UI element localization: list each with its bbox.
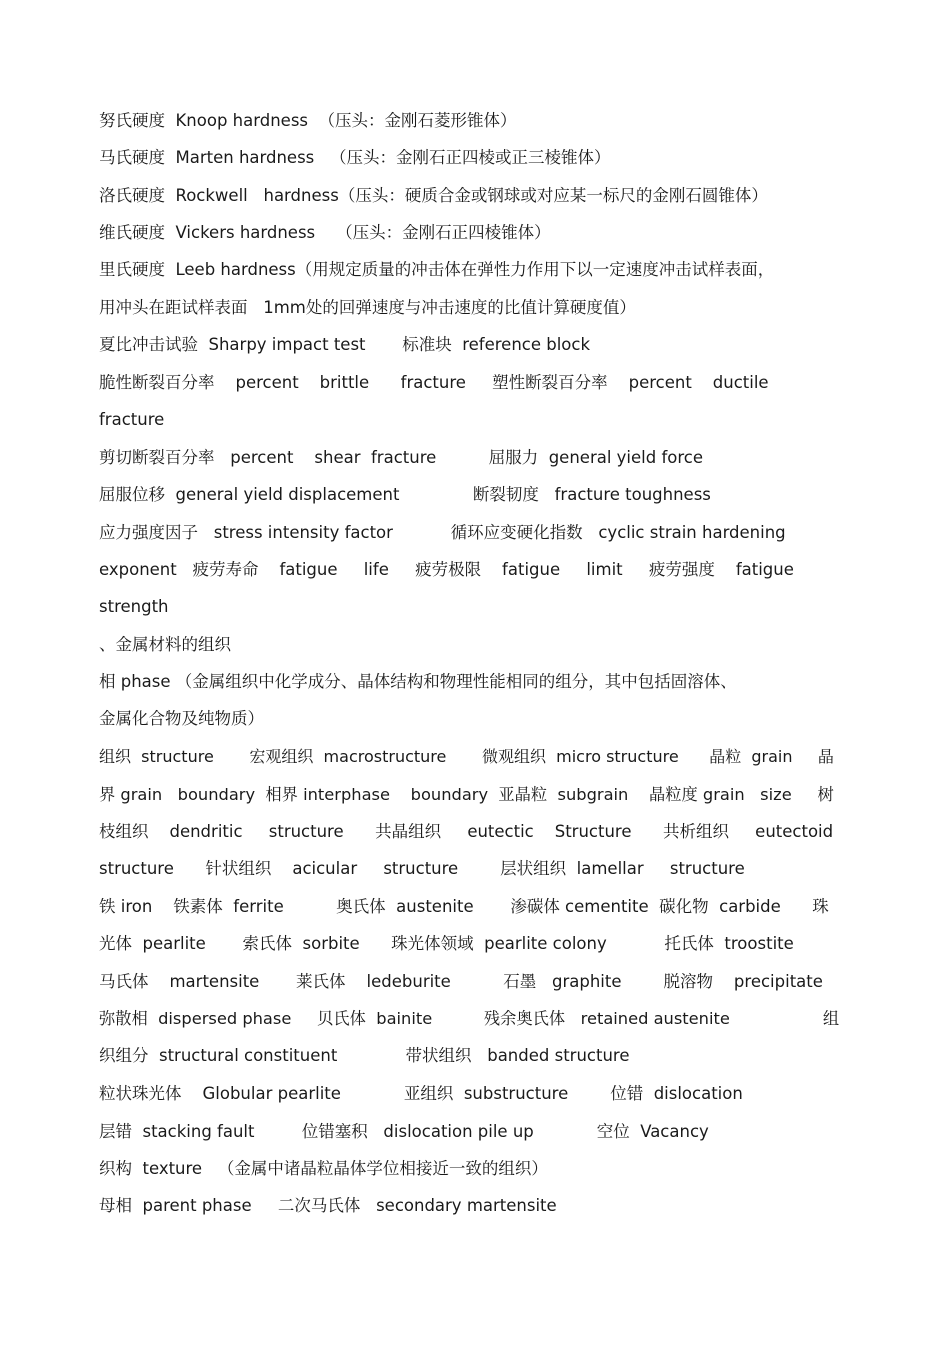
text-line: 维氏硬度 Vickers hardness （压头：金刚石正四棱锥体） xyxy=(99,223,551,242)
text-line: 相 phase （金属组织中化学成分、晶体结构和物理性能相同的组分，其中包括固溶体、 xyxy=(99,672,737,691)
text-line: 金属化合物及纯物质） xyxy=(99,709,264,728)
text-line: 铁 iron 铁素体 ferrite 奥氏体 austenite 渗碳体 cementite 碳化物 carbide 珠 xyxy=(99,897,829,916)
text-line: 马氏体 martensite 莱氏体 ledeburite 石墨 graphite 脱溶物 precipitate xyxy=(99,972,823,991)
text-line: 织组分 structural constituent 带状组织 banded structure xyxy=(99,1046,630,1065)
text-line: 界 grain boundary 相界 interphase boundary 亚晶粒 subgrain 晶粒度 grain size 树 xyxy=(99,785,834,804)
text-line: 里氏硬度 Leeb hardness（用规定质量的冲击体在弹性力作用下以一定速度冲击试样表面， xyxy=(99,260,775,279)
text-line: 剪切断裂百分率 percent shear fracture 屈服力 general yield force xyxy=(99,448,704,467)
text-line: exponent 疲劳寿命 fatigue life 疲劳极限 fatigue limit 疲劳强度 fatigue xyxy=(99,560,794,579)
text-line: 织构 texture （金属中诸晶粒晶体学位相接近一致的组织） xyxy=(99,1159,548,1178)
text-line: 马氏硬度 Marten hardness （压头：金刚石正四棱或正三棱锥体） xyxy=(99,148,611,167)
text-line: 枝组织 dendritic structure 共晶组织 eutectic Structure 共析组织 eutectoid xyxy=(99,822,834,841)
text-line: 屈服位移 general yield displacement 断裂韧度 fracture toughness xyxy=(99,485,711,504)
section-heading: 、金属材料的组织 xyxy=(99,635,231,654)
text-line: 应力强度因子 stress intensity factor 循环应变硬化指数 cyclic strain hardening xyxy=(99,523,786,542)
text-line: 组织 structure 宏观组织 macrostructure 微观组织 micro structure 晶粒 grain 晶 xyxy=(99,747,834,766)
text-line: fracture xyxy=(99,410,165,429)
text-line: 层错 stacking fault 位错塞积 dislocation pile up 空位 Vacancy xyxy=(99,1122,709,1141)
text-line: 光体 pearlite 索氏体 sorbite 珠光体领域 pearlite colony 托氏体 troostite xyxy=(99,934,794,953)
text-line: 粒状珠光体 Globular pearlite 亚组织 substructure 位错 dislocation xyxy=(99,1084,743,1103)
text-line: 洛氏硬度 Rockwell hardness（压头：硬质合金或钢球或对应某一标尺的金刚石圆锥体） xyxy=(99,186,768,205)
text-line: structure 针状组织 acicular structure 层状组织 lamellar structure xyxy=(99,859,745,878)
text-line: 努氏硬度 Knoop hardness （压头：金刚石菱形锥体） xyxy=(99,111,517,130)
text-line: 夏比冲击试验 Sharpy impact test 标准块 reference block xyxy=(99,335,591,354)
text-line: 母相 parent phase 二次马氏体 secondary martensite xyxy=(99,1196,557,1215)
text-line: strength xyxy=(99,597,169,616)
text-line: 脆性断裂百分率 percent brittle fracture 塑性断裂百分率 percent ductile xyxy=(99,373,769,392)
text-line: 用冲头在距试样表面 1mm处的回弹速度与冲击速度的比值计算硬度值） xyxy=(99,298,636,317)
text-line: 弥散相 dispersed phase 贝氏体 bainite 残余奥氏体 retained austenite 组 xyxy=(99,1009,839,1028)
